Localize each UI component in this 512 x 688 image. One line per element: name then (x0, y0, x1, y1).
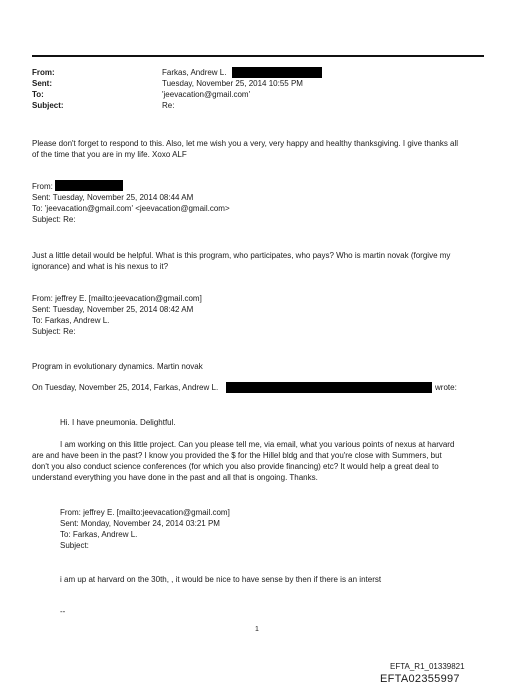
quote1-to: To: 'jeevacation@gmail.com' <jeevacation@gmail.com> (32, 204, 230, 213)
quote2-on-suffix: wrote: (435, 383, 457, 392)
quote3-line4: don't you also conduct science conferences (for which you also provide financing) etc? It would help a great deal to (32, 462, 439, 471)
quote2-on-prefix: On Tuesday, November 25, 2014, Farkas, Andrew L. (32, 383, 219, 392)
quote3-line1: Hi. I have pneumonia. Delightful. (60, 418, 176, 427)
redaction-box (226, 382, 432, 393)
quote2-subject: Subject: Re: (32, 327, 76, 336)
sent-value: Tuesday, November 25, 2014 10:55 PM (162, 79, 303, 88)
msg1-line1: Please don't forget to respond to this. Also, let me wish you a very, very happy and healthy thanksgiving. I give thanks all (32, 139, 459, 148)
sent-label: Sent: (32, 79, 52, 88)
to-label: To: (32, 90, 44, 99)
quote4-subject: Subject: (60, 541, 89, 550)
page-number: 1 (255, 626, 259, 633)
quote4-sent: Sent: Monday, November 24, 2014 03:21 PM (60, 519, 220, 528)
quote4-signature: -- (60, 607, 66, 616)
from-label: From: (32, 68, 55, 77)
from-value: Farkas, Andrew L. (162, 68, 227, 77)
redaction-box (232, 67, 322, 78)
quote4-to: To: Farkas, Andrew L. (60, 530, 138, 539)
subject-label: Subject: (32, 101, 64, 110)
quote1-body-line2: ignorance) and what is his nexus to it? (32, 262, 169, 271)
quote1-from: From: (32, 182, 53, 191)
quote3-line2: I am working on this little project. Can you please tell me, via email, what you various points of nexus at harvard (60, 440, 455, 449)
quote2-body: Program in evolutionary dynamics. Martin novak (32, 362, 203, 371)
bates-stamp-2: EFTA02355997 (380, 673, 460, 685)
quote3-line3: are and have been in the past? I know you provided the $ for the Hillel bldg and that you're close with Summers, but (32, 451, 442, 460)
quote1-sent: Sent: Tuesday, November 25, 2014 08:44 AM (32, 193, 194, 202)
quote1-subject: Subject: Re: (32, 215, 76, 224)
quote2-from: From: jeffrey E. [mailto:jeevacation@gmail.com] (32, 294, 202, 303)
quote2-sent: Sent: Tuesday, November 25, 2014 08:42 AM (32, 305, 194, 314)
header-rule (32, 55, 484, 57)
quote3-line5: understand everything you have done in the past and all that is ongoing. Thanks. (32, 473, 318, 482)
subject-value: Re: (162, 101, 175, 110)
quote2-to: To: Farkas, Andrew L. (32, 316, 110, 325)
quote4-from: From: jeffrey E. [mailto:jeevacation@gmail.com] (60, 508, 230, 517)
msg1-line2: of the time that you are in my life. Xoxo ALF (32, 150, 187, 159)
redaction-box (55, 180, 123, 191)
quote4-body: i am up at harvard on the 30th, , it would be nice to have sense by then if there is an interst (60, 575, 382, 584)
bates-stamp-1: EFTA_R1_01339821 (390, 662, 465, 671)
quote1-body-line1: Just a little detail would be helpful. What is this program, who participates, who pays? Who is martin novak (forgive my (32, 251, 451, 260)
to-value: 'jeevacation@gmail.com' (162, 90, 251, 99)
